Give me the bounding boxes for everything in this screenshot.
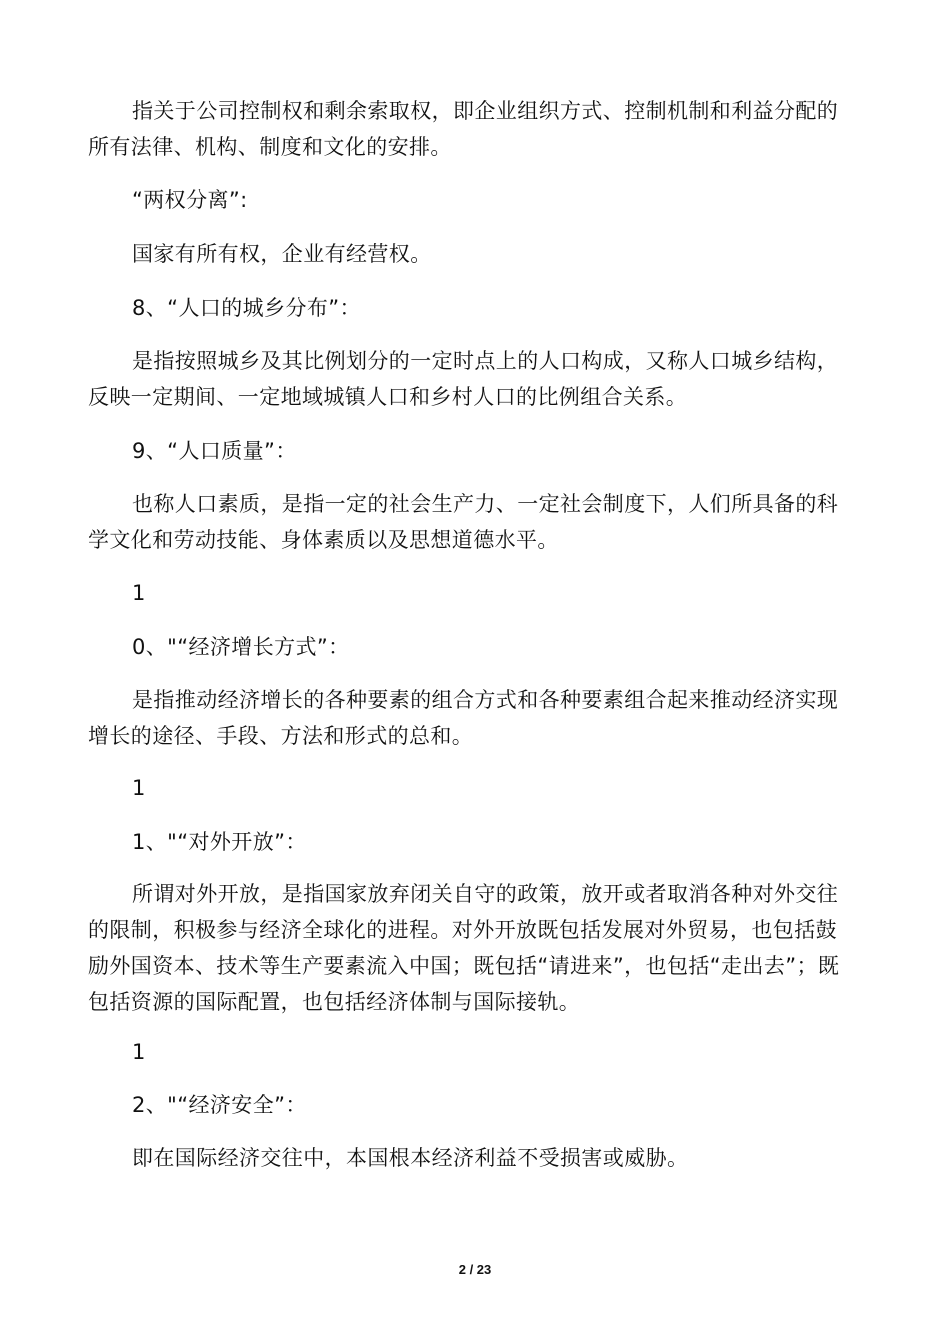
paragraph-number-fragment: 1 (132, 776, 146, 800)
paragraph-number-fragment: 1 (132, 581, 146, 605)
paragraph-population-quality-definition: 也称人口素质，是指一定的社会生产力、一定社会制度下，人们所具备的科学文化和劳动技能、身体素质以及思想道德水平。 (88, 492, 839, 552)
page-number-indicator: 2 / 23 (458, 1262, 492, 1277)
paragraph-heading-9: 9、“人口质量”： (132, 439, 297, 463)
paragraph-heading-11: 1、"“对外开放”： (132, 830, 307, 854)
paragraph-heading-12: 2、"“经济安全”： (132, 1093, 307, 1117)
paragraph-heading-separation-of-rights: “两权分离”: (132, 188, 248, 212)
paragraph-heading-10: 0、"“经济增长方式”： (132, 635, 350, 659)
paragraph-heading-8: 8、“人口的城乡分布”： (132, 296, 361, 320)
paragraph-corporate-governance-definition: 指关于公司控制权和剩余索取权，即企业组织方式、控制机制和利益分配的所有法律、机构、制度和文化的安排。 (88, 99, 839, 159)
paragraph-opening-up-definition: 所谓对外开放，是指国家放弃闭关自守的政策，放开或者取消各种对外交往的限制，积极参与经济全球化的进程。对外开放既包括发展对外贸易，也包括鼓励外国资本、技术等生产要素流入中国；既包括“请进来”，也包括“走出去”；既包括资源的国际配置，也包括经济体制与国际接轨。 (88, 882, 840, 1014)
paragraph-separation-of-rights-definition: 国家有所有权，企业有经营权。 (132, 242, 432, 266)
paragraph-economic-security-definition: 即在国际经济交往中，本国根本经济利益不受损害或威胁。 (132, 1146, 689, 1170)
paragraph-number-fragment: 1 (132, 1040, 146, 1064)
paragraph-growth-mode-definition: 是指推动经济增长的各种要素的组合方式和各种要素组合起来推动经济实现增长的途径、手段、方法和形式的总和。 (88, 688, 839, 748)
paragraph-urban-rural-distribution-definition: 是指按照城乡及其比例划分的一定时点上的人口构成，又称人口城乡结构，反映一定期间、一定地域城镇人口和乡村人口的比例组合关系。 (88, 349, 839, 409)
